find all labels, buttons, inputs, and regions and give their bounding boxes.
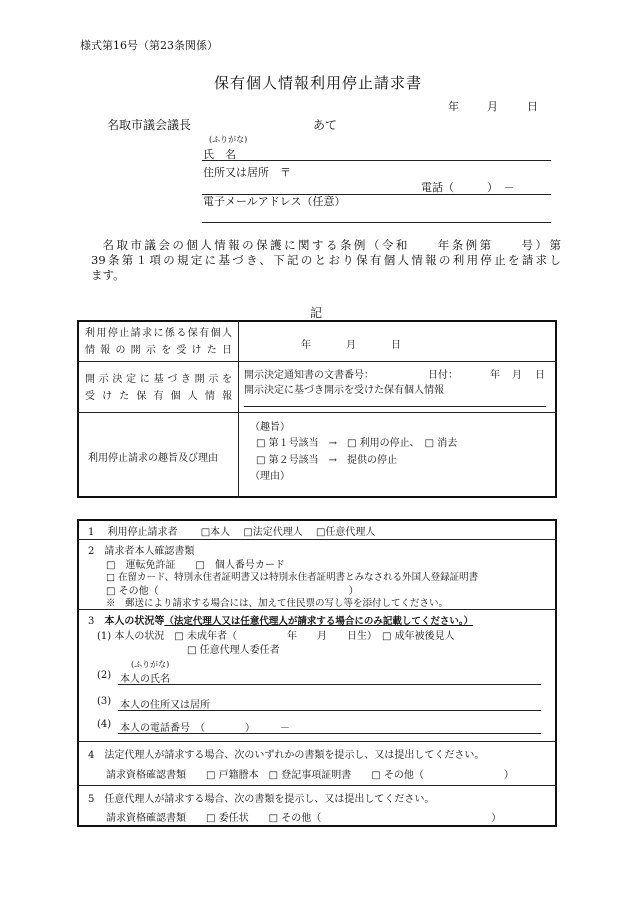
notice-date-label: 日付： — [428, 370, 458, 381]
disclosed-year: 年 — [301, 340, 311, 351]
principal-heading-note: （法定代理人又は任意代理人が請求する場合にのみ記載してください。） — [164, 616, 474, 627]
principal-heading-number: 3 — [88, 616, 105, 627]
id-docs-option-2[interactable]: □ 在留カード、特別永住者証明書又は特別永住者証明書とみなされる外国人登録証明書 — [106, 572, 479, 583]
notice-month: 月 — [512, 370, 522, 381]
id-docs-option-3[interactable]: □ その他（ ） — [106, 586, 359, 597]
principal-furigana: (ふりがな) — [131, 660, 170, 669]
principal-heading — [88, 612, 473, 627]
notice-year: 年 — [490, 370, 500, 381]
purpose-option-1[interactable]: □ 第１号該当 → □ 利用の停止、 □ 消去 — [256, 438, 458, 449]
principal-address-line[interactable] — [118, 710, 541, 711]
purpose-reason-label: 利用停止請求の趣旨及び理由 — [88, 453, 218, 464]
addressee: 名取市議会議長 — [107, 118, 192, 132]
name-field-line[interactable] — [202, 160, 551, 161]
reason-heading: （理由） — [250, 471, 290, 482]
table-divider — [77, 609, 557, 610]
voluntary-agent-docs[interactable]: 請求資格確認書類 □ 委任状 □ その他（ ） — [106, 813, 502, 824]
date-day: 日 — [527, 100, 538, 113]
purpose-heading: （趣旨） — [250, 422, 290, 433]
principal-status-row[interactable]: (1) 本人の状況 □ 未成年者（ 年 月 日生） □ 成年被後見人 — [97, 631, 455, 642]
disclosed-info-label-line: 開示決定に基づき開示を — [85, 374, 232, 385]
principal-phone-number: (4) — [97, 719, 112, 730]
id-docs-note: ※ 郵送により請求する場合には、加えて住民票の写し等を添付してください。 — [106, 598, 449, 609]
table-divider — [77, 539, 557, 540]
disclosed-info-line[interactable] — [244, 406, 546, 407]
purpose-option-2[interactable]: □ 第２号該当 → 提供の停止 — [256, 455, 398, 466]
requester-type-row[interactable]: 1 利用停止請求者 □本人 □法定代理人 □任意代理人 — [88, 527, 376, 538]
disclosed-info-label-line: 受けた保有個人情報 — [85, 391, 232, 402]
notice-doc-number: 開示決定通知書の文書番号： — [244, 370, 374, 381]
email-field-line[interactable] — [202, 222, 551, 223]
page-title: 保有個人情報利用停止請求書 — [214, 74, 423, 92]
principal-name-number: (2) — [97, 670, 112, 681]
address-label: 住所又は居所 〒 — [203, 166, 291, 179]
table-divider — [77, 361, 557, 362]
id-docs-option-1[interactable]: □ 運転免許証 □ 個人番号カード — [106, 560, 285, 571]
legal-agent-heading: 4 法定代理人が請求する場合、次のいずれかの書類を提示し、又は提出してください。 — [88, 750, 485, 761]
form-number: 様式第16号（第23条関係） — [80, 39, 218, 52]
email-label: 電子メールアドレス（任意） — [203, 195, 346, 208]
disclosed-date-label — [85, 325, 232, 359]
table-divider — [77, 412, 557, 413]
date-month: 月 — [487, 100, 498, 113]
voluntary-agent-heading: 5 任意代理人が請求する場合、次の書類を提示し、又は提出してください。 — [88, 794, 435, 805]
principal-address-number: (3) — [97, 696, 112, 707]
request-statement — [91, 238, 561, 283]
phone-label: 電話（ ） － — [421, 181, 515, 194]
table-divider — [77, 785, 557, 786]
id-docs-heading: 2 請求者本人確認書類 — [88, 546, 195, 557]
principal-status-proxy[interactable]: □ 任意代理人委任者 — [187, 645, 280, 656]
addressee-suffix: あて — [313, 118, 338, 132]
principal-heading-title: 本人の状況等 — [104, 616, 165, 627]
request-statement-line: 39条第１項の規定に基づき、下記のとおり保有個人情報の利用停止を請求し — [91, 253, 561, 267]
name-label: 氏 名 — [203, 148, 236, 161]
table-divider — [77, 741, 557, 742]
request-statement-line: 名取市議会の個人情報の保護に関する条例（令和 年条例第 号）第 — [102, 238, 561, 252]
disclosed-info-text: 開示決定に基づき開示を受けた保有個人情報 — [244, 385, 444, 396]
disclosed-month: 月 — [346, 340, 356, 351]
disclosed-info-label — [85, 371, 232, 405]
principal-name-line[interactable] — [118, 684, 541, 685]
date-year: 年 — [448, 100, 459, 113]
legal-agent-docs[interactable]: 請求資格確認書類 □ 戸籍謄本 □ 登記事項証明書 □ その他（ ） — [106, 770, 514, 781]
table-divider — [238, 320, 239, 498]
disclosed-date-label-line: 利用停止請求に係る保有個人 — [85, 328, 232, 339]
disclosed-date-label-line: 情報の開示を受けた日 — [85, 345, 232, 356]
principal-phone-line[interactable] — [118, 733, 541, 734]
principal-address-label: 本人の住所又は居所 — [120, 700, 210, 711]
principal-phone-label: 本人の電話番号 （ ） － — [120, 723, 290, 734]
disclosed-day: 日 — [391, 340, 401, 351]
principal-name-label: 本人の氏名 — [120, 674, 170, 685]
notice-day: 日 — [535, 370, 545, 381]
furigana-label: (ふりがな) — [209, 135, 248, 144]
ki-heading: 記 — [310, 306, 323, 320]
request-statement-line: ます。 — [91, 268, 125, 282]
